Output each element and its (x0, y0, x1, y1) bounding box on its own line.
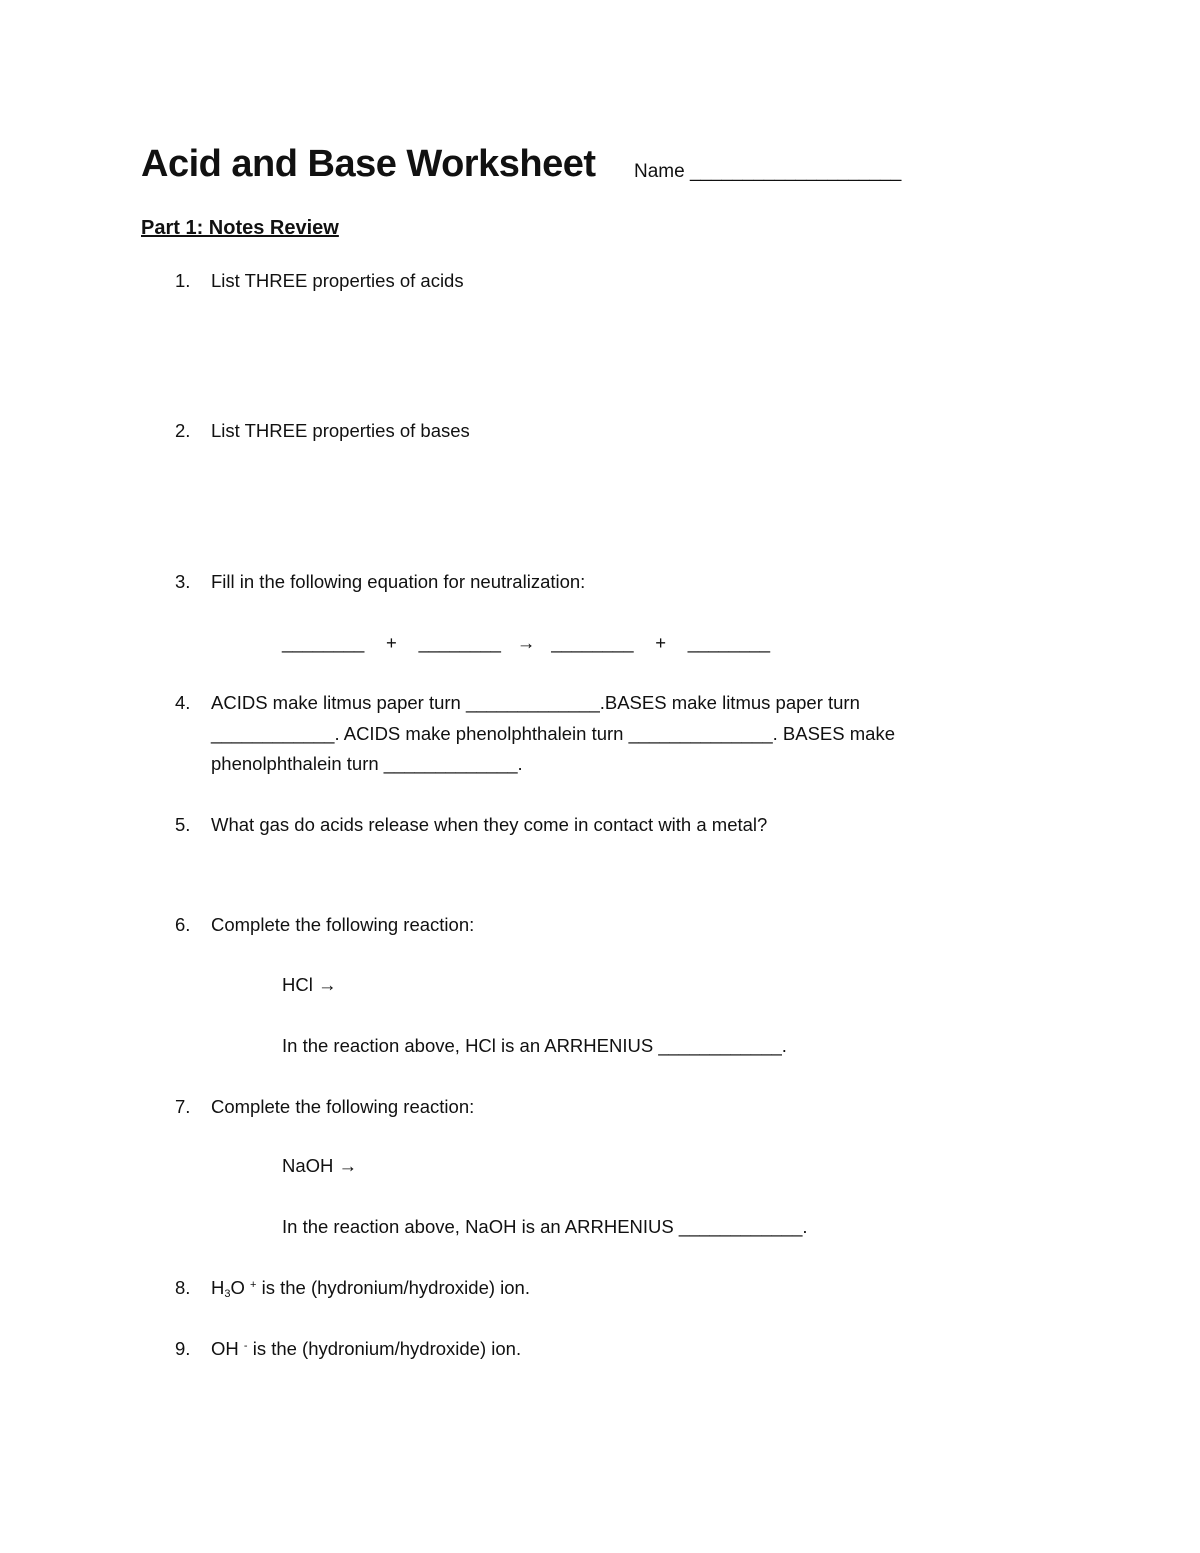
question-number: 6. (175, 914, 191, 935)
naoh-reaction (282, 1155, 357, 1177)
section-title: Part 1: Notes Review (141, 217, 339, 239)
question-9-text: OH - is the (hydronium/hydroxide) ion. (211, 1338, 522, 1359)
question-7-followup: In the reaction above, NaOH is an ARRHENIUS ____________. (282, 1216, 808, 1237)
plus-sign: + (386, 632, 397, 653)
worksheet-title: Acid and Base Worksheet (141, 143, 596, 185)
hcl-reaction (282, 974, 336, 996)
question-1-text: List THREE properties of acids (211, 270, 464, 291)
question-2-text: List THREE properties of bases (211, 420, 470, 441)
hydroxide-formula: OH - (211, 1338, 248, 1359)
question-number: 2. (175, 420, 191, 441)
hydronium-formula: $H_3O$ + (211, 1277, 257, 1300)
name-label: Name (634, 161, 685, 182)
equation-blank[interactable]: ________ (687, 632, 771, 653)
question-4-line-3: phenolphthalein turn _____________. (211, 753, 523, 774)
equation-blank[interactable]: ________ (282, 632, 365, 653)
question-number: 5. (175, 814, 191, 835)
reaction-reactant: HCl (282, 974, 313, 995)
question-3-text: Fill in the following equation for neutralization: (211, 571, 586, 592)
question-number: 4. (175, 692, 191, 713)
question-4-line-2: ____________. ACIDS make phenolphthalein turn ______________. BASES make (211, 723, 895, 744)
name-blank[interactable]: ____________________ (689, 161, 902, 182)
arrow-icon: → (338, 1155, 358, 1176)
question-number: 3. (175, 571, 191, 592)
question-number: 7. (175, 1096, 191, 1117)
question-number: 8. (175, 1277, 191, 1298)
arrow-icon: → (516, 632, 536, 653)
equation-blank[interactable]: ________ (418, 632, 501, 653)
reaction-reactant: NaOH (282, 1155, 334, 1176)
question-number: 1. (175, 270, 191, 291)
question-6-text: Complete the following reaction: (211, 914, 475, 935)
question-4-line-1: ACIDS make litmus paper turn _____________.BASES make litmus paper turn (211, 692, 860, 713)
question-number: 9. (175, 1338, 191, 1359)
plus-sign: + (655, 632, 667, 653)
question-6-followup: In the reaction above, HCl is an ARRHENIUS ____________. (282, 1035, 787, 1056)
question-8-text: $H_3O$ + is the (hydronium/hydroxide) ion. (211, 1277, 530, 1300)
question-7-text: Complete the following reaction: (211, 1096, 475, 1117)
question-5-text: What gas do acids release when they come in contact with a metal? (211, 814, 768, 835)
name-field[interactable] (634, 161, 901, 183)
equation-blank[interactable]: ________ (551, 632, 634, 653)
arrow-icon: → (317, 974, 337, 995)
neutralization-equation (282, 632, 770, 654)
